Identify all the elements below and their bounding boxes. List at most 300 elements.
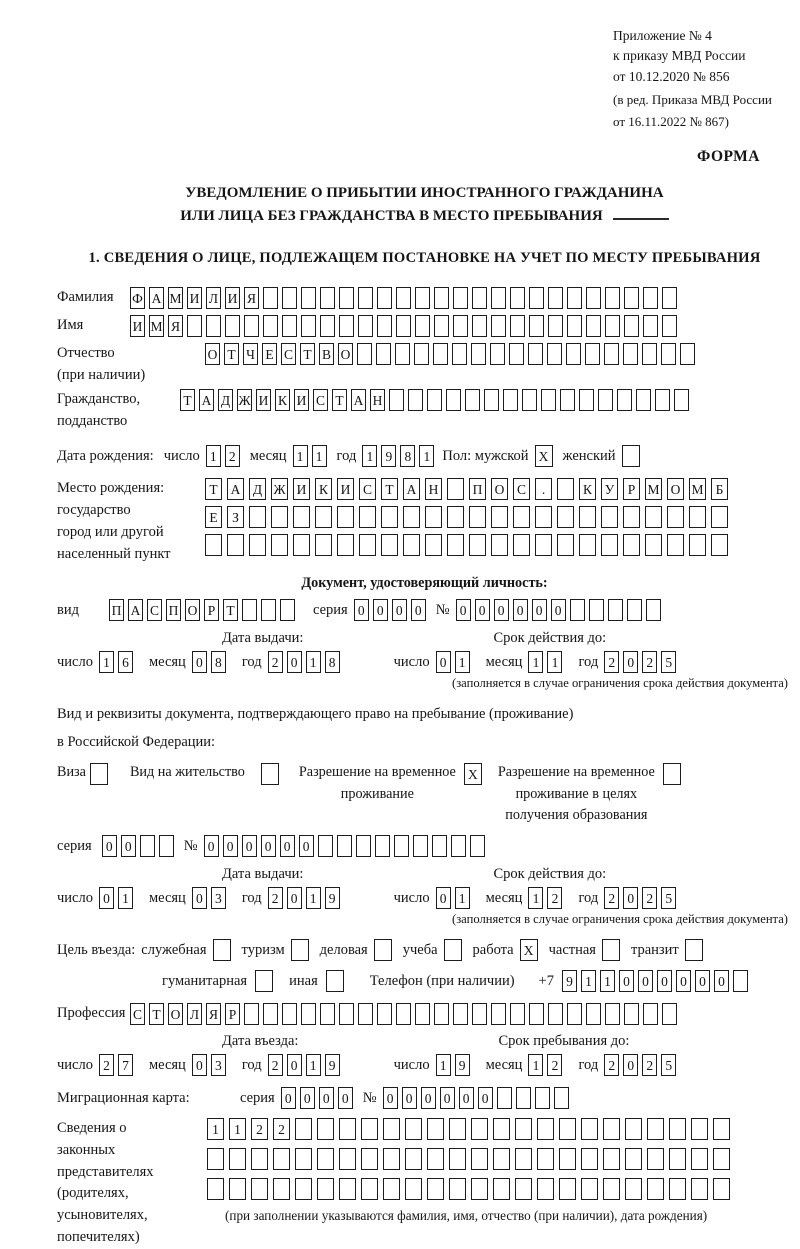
char-cell[interactable]	[339, 1118, 356, 1140]
char-cell[interactable]: А	[149, 287, 164, 309]
char-cell[interactable]: Д	[249, 478, 266, 500]
char-cell[interactable]	[667, 506, 684, 528]
char-cell[interactable]	[377, 287, 392, 309]
char-cell[interactable]: 1	[118, 887, 133, 909]
char-cell[interactable]: 0	[102, 835, 117, 857]
char-cell[interactable]	[491, 1003, 506, 1025]
char-cell[interactable]	[361, 1148, 378, 1170]
char-cell[interactable]	[627, 599, 642, 621]
char-cell[interactable]	[433, 343, 448, 365]
char-cell[interactable]	[669, 1148, 686, 1170]
char-cell[interactable]	[405, 1148, 422, 1170]
char-cell[interactable]: А	[403, 478, 420, 500]
char-cell[interactable]	[207, 1148, 224, 1170]
char-cell[interactable]	[557, 534, 574, 556]
char-cell[interactable]	[242, 599, 257, 621]
char-cell[interactable]	[413, 835, 428, 857]
char-cell[interactable]	[357, 343, 372, 365]
char-cell[interactable]	[669, 1118, 686, 1140]
char-cell[interactable]	[608, 599, 623, 621]
char-cell[interactable]	[280, 599, 295, 621]
char-cell[interactable]	[293, 534, 310, 556]
char-cell[interactable]: 8	[211, 651, 226, 673]
char-cell[interactable]: 0	[261, 835, 276, 857]
char-cell[interactable]	[662, 315, 677, 337]
char-cell[interactable]	[537, 1148, 554, 1170]
char-cell[interactable]	[361, 1118, 378, 1140]
char-cell[interactable]: С	[513, 478, 530, 500]
char-cell[interactable]: П	[166, 599, 181, 621]
char-cell[interactable]: И	[294, 389, 309, 411]
char-cell[interactable]	[358, 287, 373, 309]
char-cell[interactable]	[513, 534, 530, 556]
char-cell[interactable]: 0	[623, 651, 638, 673]
char-cell[interactable]	[535, 534, 552, 556]
char-cell[interactable]	[589, 599, 604, 621]
char-cell[interactable]	[662, 1003, 677, 1025]
char-cell[interactable]	[359, 506, 376, 528]
char-cell[interactable]	[566, 343, 581, 365]
char-cell[interactable]: Н	[370, 389, 385, 411]
char-cell[interactable]	[528, 343, 543, 365]
char-cell[interactable]	[733, 970, 748, 992]
char-cell[interactable]	[601, 506, 618, 528]
char-cell[interactable]	[320, 315, 335, 337]
char-cell[interactable]	[513, 506, 530, 528]
char-cell[interactable]	[493, 1178, 510, 1200]
char-cell[interactable]	[339, 1178, 356, 1200]
char-cell[interactable]: К	[315, 478, 332, 500]
char-cell[interactable]: И	[256, 389, 271, 411]
char-cell[interactable]	[381, 506, 398, 528]
char-cell[interactable]: Е	[205, 506, 222, 528]
char-cell[interactable]	[383, 1148, 400, 1170]
char-cell[interactable]	[661, 343, 676, 365]
char-cell[interactable]	[469, 506, 486, 528]
char-cell[interactable]	[434, 315, 449, 337]
char-cell[interactable]	[273, 1178, 290, 1200]
char-cell[interactable]: 1	[207, 1118, 224, 1140]
char-cell[interactable]: Е	[262, 343, 277, 365]
char-cell[interactable]	[713, 1148, 730, 1170]
char-cell[interactable]	[229, 1148, 246, 1170]
char-cell[interactable]	[471, 1118, 488, 1140]
char-cell[interactable]: 0	[478, 1087, 493, 1109]
char-cell[interactable]	[377, 1003, 392, 1025]
char-cell[interactable]: М	[149, 315, 164, 337]
char-cell[interactable]	[249, 506, 266, 528]
char-cell[interactable]: Т	[180, 389, 195, 411]
char-cell[interactable]: 2	[604, 887, 619, 909]
char-cell[interactable]: 0	[299, 835, 314, 857]
char-cell[interactable]	[537, 1178, 554, 1200]
char-cell[interactable]	[471, 1148, 488, 1170]
char-cell[interactable]	[282, 287, 297, 309]
char-cell[interactable]	[261, 599, 276, 621]
char-cell[interactable]	[680, 343, 695, 365]
char-cell[interactable]	[159, 835, 174, 857]
char-cell[interactable]	[548, 1003, 563, 1025]
char-cell[interactable]	[623, 343, 638, 365]
char-cell[interactable]	[425, 534, 442, 556]
char-cell[interactable]: 1	[306, 1054, 321, 1076]
char-cell[interactable]: 0	[714, 970, 729, 992]
char-cell[interactable]: Р	[225, 1003, 240, 1025]
char-cell[interactable]	[647, 1148, 664, 1170]
char-cell[interactable]	[358, 1003, 373, 1025]
char-cell[interactable]: С	[313, 389, 328, 411]
char-cell[interactable]: 1	[362, 445, 377, 467]
char-cell[interactable]	[396, 315, 411, 337]
char-cell[interactable]	[453, 1003, 468, 1025]
char-cell[interactable]: 5	[661, 887, 676, 909]
char-cell[interactable]: 2	[642, 1054, 657, 1076]
char-cell[interactable]	[567, 1003, 582, 1025]
char-cell[interactable]: 2	[604, 1054, 619, 1076]
char-cell[interactable]: В	[319, 343, 334, 365]
char-cell[interactable]: 2	[251, 1118, 268, 1140]
char-cell[interactable]: 1	[528, 651, 543, 673]
gender-female-checkbox[interactable]	[622, 445, 640, 467]
char-cell[interactable]	[301, 315, 316, 337]
char-cell[interactable]: 0	[300, 1087, 315, 1109]
char-cell[interactable]	[395, 343, 410, 365]
char-cell[interactable]: 0	[204, 835, 219, 857]
char-cell[interactable]: С	[130, 1003, 145, 1025]
char-cell[interactable]: 9	[325, 1054, 340, 1076]
char-cell[interactable]	[581, 1178, 598, 1200]
char-cell[interactable]: Ф	[130, 287, 145, 309]
char-cell[interactable]: З	[227, 506, 244, 528]
char-cell[interactable]	[516, 1087, 531, 1109]
char-cell[interactable]: 0	[657, 970, 672, 992]
char-cell[interactable]	[317, 1148, 334, 1170]
char-cell[interactable]	[484, 389, 499, 411]
char-cell[interactable]: 0	[623, 1054, 638, 1076]
char-cell[interactable]	[337, 835, 352, 857]
char-cell[interactable]: С	[359, 478, 376, 500]
char-cell[interactable]	[405, 1178, 422, 1200]
char-cell[interactable]: 2	[547, 1054, 562, 1076]
char-cell[interactable]	[375, 835, 390, 857]
char-cell[interactable]	[396, 287, 411, 309]
char-cell[interactable]: 0	[456, 599, 471, 621]
char-cell[interactable]: 1	[455, 887, 470, 909]
char-cell[interactable]: А	[199, 389, 214, 411]
char-cell[interactable]: 0	[121, 835, 136, 857]
char-cell[interactable]: И	[187, 287, 202, 309]
char-cell[interactable]	[711, 534, 728, 556]
char-cell[interactable]	[244, 1003, 259, 1025]
char-cell[interactable]	[453, 287, 468, 309]
char-cell[interactable]	[244, 315, 259, 337]
char-cell[interactable]: 3	[211, 887, 226, 909]
char-cell[interactable]	[579, 534, 596, 556]
char-cell[interactable]	[645, 534, 662, 556]
char-cell[interactable]	[263, 1003, 278, 1025]
char-cell[interactable]	[493, 1118, 510, 1140]
char-cell[interactable]	[446, 389, 461, 411]
char-cell[interactable]	[251, 1178, 268, 1200]
char-cell[interactable]: 0	[99, 887, 114, 909]
char-cell[interactable]	[604, 343, 619, 365]
char-cell[interactable]	[713, 1118, 730, 1140]
char-cell[interactable]: 0	[223, 835, 238, 857]
gender-male-checkbox[interactable]: X	[535, 445, 553, 467]
char-cell[interactable]	[377, 315, 392, 337]
char-cell[interactable]: 0	[319, 1087, 334, 1109]
purpose-official-checkbox[interactable]	[213, 939, 231, 961]
char-cell[interactable]: 3	[211, 1054, 226, 1076]
char-cell[interactable]	[497, 1087, 512, 1109]
purpose-private-checkbox[interactable]	[602, 939, 620, 961]
char-cell[interactable]	[396, 1003, 411, 1025]
char-cell[interactable]	[301, 287, 316, 309]
char-cell[interactable]	[376, 343, 391, 365]
char-cell[interactable]: Л	[206, 287, 221, 309]
char-cell[interactable]	[206, 315, 221, 337]
char-cell[interactable]	[405, 1118, 422, 1140]
char-cell[interactable]	[449, 1118, 466, 1140]
char-cell[interactable]: 5	[661, 651, 676, 673]
char-cell[interactable]: 2	[547, 887, 562, 909]
char-cell[interactable]: 2	[273, 1118, 290, 1140]
char-cell[interactable]: 0	[494, 599, 509, 621]
char-cell[interactable]	[472, 287, 487, 309]
char-cell[interactable]	[559, 1118, 576, 1140]
char-cell[interactable]	[403, 506, 420, 528]
char-cell[interactable]: Я	[206, 1003, 221, 1025]
char-cell[interactable]	[295, 1148, 312, 1170]
char-cell[interactable]: 1	[306, 651, 321, 673]
char-cell[interactable]	[490, 343, 505, 365]
char-cell[interactable]	[510, 315, 525, 337]
char-cell[interactable]	[548, 315, 563, 337]
char-cell[interactable]: 2	[642, 651, 657, 673]
char-cell[interactable]	[605, 287, 620, 309]
char-cell[interactable]	[225, 315, 240, 337]
char-cell[interactable]	[251, 1148, 268, 1170]
char-cell[interactable]: Р	[204, 599, 219, 621]
char-cell[interactable]	[425, 506, 442, 528]
char-cell[interactable]	[662, 287, 677, 309]
char-cell[interactable]	[301, 1003, 316, 1025]
char-cell[interactable]: 1	[306, 887, 321, 909]
char-cell[interactable]	[427, 1148, 444, 1170]
char-cell[interactable]	[415, 1003, 430, 1025]
char-cell[interactable]	[711, 506, 728, 528]
char-cell[interactable]: О	[338, 343, 353, 365]
char-cell[interactable]	[547, 343, 562, 365]
char-cell[interactable]	[447, 534, 464, 556]
char-cell[interactable]	[472, 1003, 487, 1025]
char-cell[interactable]	[674, 389, 689, 411]
char-cell[interactable]: П	[469, 478, 486, 500]
char-cell[interactable]: 1	[547, 651, 562, 673]
char-cell[interactable]	[624, 287, 639, 309]
char-cell[interactable]	[642, 343, 657, 365]
char-cell[interactable]	[318, 835, 333, 857]
char-cell[interactable]	[625, 1118, 642, 1140]
char-cell[interactable]	[586, 1003, 601, 1025]
char-cell[interactable]: Ж	[237, 389, 252, 411]
char-cell[interactable]: М	[645, 478, 662, 500]
char-cell[interactable]	[503, 389, 518, 411]
char-cell[interactable]	[557, 506, 574, 528]
char-cell[interactable]: О	[491, 478, 508, 500]
char-cell[interactable]	[389, 389, 404, 411]
char-cell[interactable]: И	[293, 478, 310, 500]
char-cell[interactable]	[570, 599, 585, 621]
char-cell[interactable]	[535, 1087, 550, 1109]
char-cell[interactable]	[465, 389, 480, 411]
char-cell[interactable]	[282, 315, 297, 337]
char-cell[interactable]	[605, 315, 620, 337]
char-cell[interactable]	[557, 478, 574, 500]
char-cell[interactable]	[140, 835, 155, 857]
char-cell[interactable]: О	[205, 343, 220, 365]
char-cell[interactable]	[339, 287, 354, 309]
char-cell[interactable]	[645, 506, 662, 528]
char-cell[interactable]: 0	[192, 887, 207, 909]
char-cell[interactable]: 0	[242, 835, 257, 857]
char-cell[interactable]	[205, 534, 222, 556]
char-cell[interactable]	[427, 389, 442, 411]
char-cell[interactable]: Н	[425, 478, 442, 500]
char-cell[interactable]	[689, 534, 706, 556]
char-cell[interactable]	[491, 287, 506, 309]
temp-residence-edu-checkbox[interactable]	[663, 763, 681, 785]
char-cell[interactable]: 0	[354, 599, 369, 621]
char-cell[interactable]: К	[275, 389, 290, 411]
char-cell[interactable]: 2	[99, 1054, 114, 1076]
char-cell[interactable]	[227, 534, 244, 556]
char-cell[interactable]	[317, 1178, 334, 1200]
temp-residence-checkbox[interactable]: X	[464, 763, 482, 785]
char-cell[interactable]	[491, 506, 508, 528]
char-cell[interactable]	[451, 835, 466, 857]
purpose-business-checkbox[interactable]	[374, 939, 392, 961]
char-cell[interactable]	[567, 315, 582, 337]
char-cell[interactable]	[249, 534, 266, 556]
char-cell[interactable]: Т	[300, 343, 315, 365]
char-cell[interactable]	[579, 506, 596, 528]
char-cell[interactable]	[415, 315, 430, 337]
char-cell[interactable]	[509, 343, 524, 365]
char-cell[interactable]	[529, 315, 544, 337]
char-cell[interactable]: Ж	[271, 478, 288, 500]
char-cell[interactable]	[623, 506, 640, 528]
char-cell[interactable]	[646, 599, 661, 621]
char-cell[interactable]: 0	[695, 970, 710, 992]
char-cell[interactable]	[295, 1178, 312, 1200]
char-cell[interactable]	[293, 506, 310, 528]
char-cell[interactable]	[434, 287, 449, 309]
char-cell[interactable]	[579, 389, 594, 411]
char-cell[interactable]: Т	[205, 478, 222, 500]
char-cell[interactable]: 8	[325, 651, 340, 673]
char-cell[interactable]: 1	[229, 1118, 246, 1140]
char-cell[interactable]	[598, 389, 613, 411]
char-cell[interactable]: С	[147, 599, 162, 621]
char-cell[interactable]: 0	[436, 651, 451, 673]
char-cell[interactable]	[522, 389, 537, 411]
char-cell[interactable]	[559, 1148, 576, 1170]
char-cell[interactable]: 7	[118, 1054, 133, 1076]
char-cell[interactable]	[449, 1178, 466, 1200]
char-cell[interactable]: 0	[192, 651, 207, 673]
char-cell[interactable]: Я	[244, 287, 259, 309]
char-cell[interactable]: 0	[513, 599, 528, 621]
char-cell[interactable]: Д	[218, 389, 233, 411]
char-cell[interactable]	[535, 506, 552, 528]
char-cell[interactable]: 0	[623, 887, 638, 909]
char-cell[interactable]	[586, 315, 601, 337]
char-cell[interactable]	[471, 343, 486, 365]
char-cell[interactable]	[643, 1003, 658, 1025]
char-cell[interactable]	[449, 1148, 466, 1170]
char-cell[interactable]: 2	[225, 445, 240, 467]
char-cell[interactable]	[339, 1003, 354, 1025]
char-cell[interactable]	[691, 1148, 708, 1170]
char-cell[interactable]: 1	[528, 1054, 543, 1076]
char-cell[interactable]: 1	[293, 445, 308, 467]
char-cell[interactable]	[691, 1178, 708, 1200]
char-cell[interactable]	[414, 343, 429, 365]
char-cell[interactable]	[515, 1178, 532, 1200]
char-cell[interactable]	[624, 1003, 639, 1025]
char-cell[interactable]: Т	[332, 389, 347, 411]
char-cell[interactable]: У	[601, 478, 618, 500]
char-cell[interactable]	[493, 1148, 510, 1170]
char-cell[interactable]: 0	[192, 1054, 207, 1076]
char-cell[interactable]	[689, 506, 706, 528]
char-cell[interactable]: А	[351, 389, 366, 411]
char-cell[interactable]	[491, 534, 508, 556]
char-cell[interactable]: 0	[411, 599, 426, 621]
char-cell[interactable]: 0	[459, 1087, 474, 1109]
char-cell[interactable]	[271, 534, 288, 556]
char-cell[interactable]	[427, 1118, 444, 1140]
char-cell[interactable]: 1	[528, 887, 543, 909]
char-cell[interactable]: 8	[400, 445, 415, 467]
char-cell[interactable]	[453, 315, 468, 337]
char-cell[interactable]	[383, 1118, 400, 1140]
char-cell[interactable]	[515, 1148, 532, 1170]
char-cell[interactable]	[647, 1118, 664, 1140]
char-cell[interactable]	[560, 389, 575, 411]
char-cell[interactable]	[447, 478, 464, 500]
char-cell[interactable]: Л	[187, 1003, 202, 1025]
char-cell[interactable]	[320, 1003, 335, 1025]
char-cell[interactable]: 0	[440, 1087, 455, 1109]
char-cell[interactable]: О	[667, 478, 684, 500]
char-cell[interactable]	[510, 287, 525, 309]
char-cell[interactable]	[491, 315, 506, 337]
char-cell[interactable]	[381, 534, 398, 556]
char-cell[interactable]: 1	[312, 445, 327, 467]
char-cell[interactable]	[713, 1178, 730, 1200]
char-cell[interactable]: 9	[455, 1054, 470, 1076]
char-cell[interactable]	[337, 506, 354, 528]
char-cell[interactable]: 0	[287, 887, 302, 909]
char-cell[interactable]	[282, 1003, 297, 1025]
char-cell[interactable]: 9	[381, 445, 396, 467]
char-cell[interactable]	[427, 1178, 444, 1200]
char-cell[interactable]	[403, 534, 420, 556]
char-cell[interactable]	[315, 506, 332, 528]
char-cell[interactable]: 1	[99, 651, 114, 673]
